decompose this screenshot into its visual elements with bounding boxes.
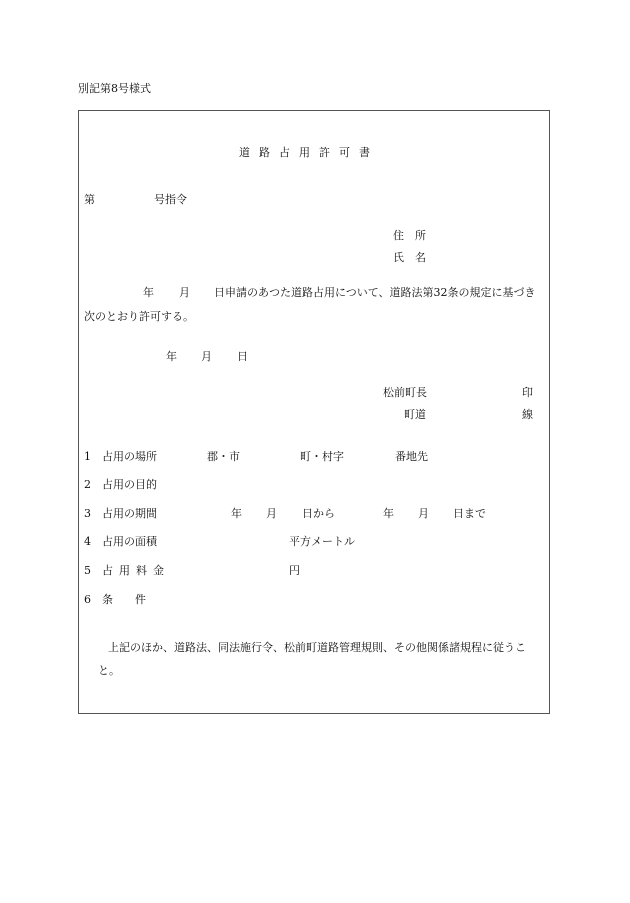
item-period-number: 3 (84, 507, 91, 520)
permit-statement: 日申請のあつた道路占用について、道路法第32条の規定に基づき (214, 286, 536, 299)
item-area-number: 4 (84, 535, 91, 548)
application-month: 月 (179, 286, 190, 299)
date-year: 年 (166, 350, 177, 363)
issuer-title: 松前町長 (383, 386, 427, 399)
name-label: 氏 名 (393, 251, 426, 264)
location-gun: 郡・市 (207, 450, 240, 463)
road-suffix: 線 (522, 408, 533, 421)
form-label: 別記第8号様式 (78, 82, 151, 95)
item-conditions-number: 6 (84, 593, 91, 606)
road-prefix: 町道 (404, 408, 426, 421)
period-year-until: 年 (383, 507, 394, 520)
period-month-until: 月 (418, 507, 429, 520)
footer-note: 上記のほか、道路法、同法施行令、松前町道路管理規則、その他関係諸規程に従うこ (108, 641, 526, 654)
item-period-label: 占用の期間 (102, 507, 157, 520)
permit-statement-line2: 次のとおり許可する。 (84, 310, 194, 323)
item-location-number: 1 (84, 450, 91, 463)
item-area-label: 占用の面積 (102, 535, 157, 548)
document-title: 道路占用許可書 (239, 146, 379, 159)
period-day-until: 日まで (453, 507, 486, 520)
location-cho: 町・村字 (300, 450, 344, 463)
location-banchi: 番地先 (395, 450, 428, 463)
address-label: 住 所 (393, 229, 426, 242)
item-purpose-label: 占用の目的 (102, 478, 157, 491)
item-fee-label: 占用料金 (102, 564, 170, 577)
item-conditions-label: 条 件 (102, 593, 146, 606)
area-unit: 平方メートル (289, 535, 355, 548)
date-month: 月 (201, 350, 212, 363)
item-fee-number: 5 (84, 564, 91, 577)
period-year-from: 年 (231, 507, 242, 520)
period-day-from: 日から (302, 507, 335, 520)
permit-frame (78, 110, 550, 714)
date-day: 日 (237, 350, 248, 363)
application-year: 年 (143, 286, 154, 299)
item-location-label: 占用の場所 (102, 450, 157, 463)
seal-mark: 印 (522, 386, 533, 399)
period-month-from: 月 (266, 507, 277, 520)
fee-unit: 円 (289, 564, 300, 577)
permit-number-suffix: 号指令 (154, 193, 187, 206)
permit-number-prefix: 第 (84, 193, 95, 206)
item-purpose-number: 2 (84, 478, 91, 491)
footer-note-line2: と。 (98, 664, 120, 677)
